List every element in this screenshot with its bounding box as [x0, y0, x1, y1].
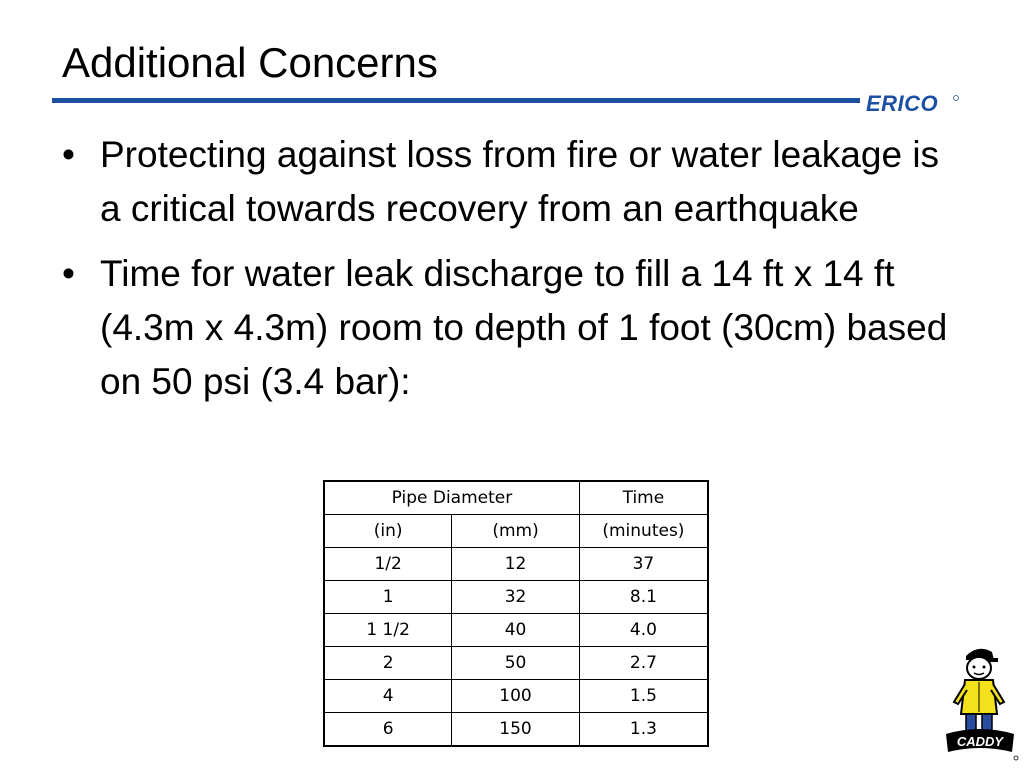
cell-mm: 40 [452, 614, 580, 647]
cell-minutes: 4.0 [579, 614, 708, 647]
cell-minutes: 1.5 [579, 680, 708, 713]
table-row [324, 680, 708, 713]
caddy-mascot-logo [940, 642, 1020, 764]
bullet-item [62, 128, 962, 236]
cell-minutes: 1.3 [579, 713, 708, 747]
cell-mm: 32 [452, 581, 580, 614]
bullet-text: Time for water leak discharge to fill a 14 ft x 14 ft (4.3m x 4.3m) room to depth of 1 foot (30cm) based on 50 psi (3.4 bar): [100, 253, 948, 402]
table-row [324, 647, 708, 680]
cell-in: 1 1/2 [324, 614, 452, 647]
cell-minutes: 2.7 [579, 647, 708, 680]
bullet-list [62, 128, 962, 420]
table-header-row [324, 481, 708, 515]
bullet-dot-icon: • [62, 253, 75, 294]
bullet-text: Protecting against loss from fire or water leakage is a critical towards recovery from an earthquake [100, 134, 940, 229]
cell-in: 2 [324, 647, 452, 680]
cell-in: 1/2 [324, 548, 452, 581]
discharge-time-table [323, 480, 709, 747]
header-minutes: (minutes) [579, 515, 708, 548]
cell-mm: 150 [452, 713, 580, 747]
header-time: Time [579, 481, 708, 515]
table-row [324, 581, 708, 614]
cell-minutes: 8.1 [579, 581, 708, 614]
title-underline [52, 98, 860, 103]
cell-minutes: 37 [579, 548, 708, 581]
table-subheader-row [324, 515, 708, 548]
header-in: (in) [324, 515, 452, 548]
slide-title: Additional Concerns [62, 39, 438, 86]
bullet-item [62, 247, 962, 409]
table-row [324, 548, 708, 581]
caddy-logo-text: CADDY [956, 734, 1004, 749]
erico-logo-text: ERICO [866, 92, 939, 114]
header-pipe-diameter: Pipe Diameter [324, 481, 579, 515]
cell-in: 4 [324, 680, 452, 713]
cell-mm: 12 [452, 548, 580, 581]
header-mm: (mm) [452, 515, 580, 548]
bullet-dot-icon: • [62, 134, 75, 175]
cell-mm: 50 [452, 647, 580, 680]
cell-in: 6 [324, 713, 452, 747]
erico-logo [864, 92, 960, 114]
cell-in: 1 [324, 581, 452, 614]
table-row [324, 614, 708, 647]
table-row [324, 713, 708, 747]
cell-mm: 100 [452, 680, 580, 713]
